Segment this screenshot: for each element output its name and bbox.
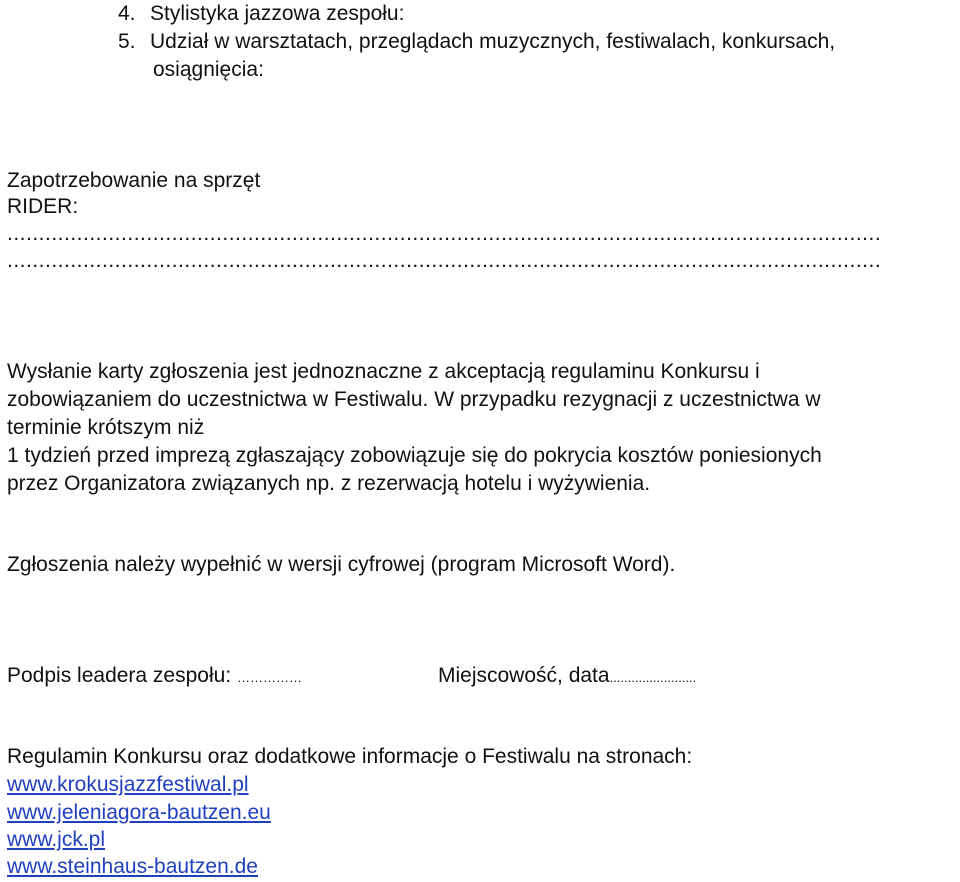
equipment-heading: Zapotrzebowanie na sprzęt bbox=[7, 169, 261, 192]
terms-line-1: Wysłanie karty zgłoszenia jest jednoznaczne z akceptacją regulaminu Konkursu i bbox=[7, 360, 760, 383]
leader-signature bbox=[7, 662, 302, 692]
leader-signature-dots: …………… bbox=[237, 670, 302, 685]
terms-line-3: terminie krótszym niż bbox=[7, 416, 205, 439]
terms-line-5: przez Organizatora związanych np. z rezerwacją hotelu i wyżywienia. bbox=[7, 472, 651, 495]
link-krokusjazzfestiwal[interactable]: www.krokusjazzfestiwal.pl bbox=[7, 773, 249, 796]
list-number: 4. bbox=[118, 2, 136, 25]
list-item-text: Udział w warsztatach, przeglądach muzycznych, festiwalach, konkursach, bbox=[150, 30, 836, 53]
place-date-dots: ........................ bbox=[609, 670, 697, 685]
link-steinhaus-bautzen[interactable]: www.steinhaus-bautzen.de bbox=[7, 855, 258, 878]
list-item-5 bbox=[118, 28, 835, 56]
terms-line-4: 1 tydzień przed imprezą zgłaszający zobowiązuje się do pokrycia kosztów poniesionych bbox=[7, 444, 822, 467]
rider-dots-line-2: .......................................................................................................................................... bbox=[7, 249, 882, 272]
link-jeleniagora-bautzen[interactable]: www.jeleniagora-bautzen.eu bbox=[7, 801, 271, 824]
place-date bbox=[438, 662, 696, 692]
links-heading: Regulamin Konkursu oraz dodatkowe informacje o Festiwalu na stronach: bbox=[7, 745, 693, 768]
rider-label: RIDER: bbox=[7, 195, 79, 218]
rider-dots-line-1: .......................................................................................................................................... bbox=[7, 222, 882, 245]
place-date-label: Miejscowość, data bbox=[438, 664, 610, 687]
list-number: 5. bbox=[118, 30, 136, 53]
terms-line-2: zobowiązaniem do uczestnictwa w Festiwalu. W przypadku rezygnacji z uczestnictwa w bbox=[7, 388, 821, 411]
digital-form-note: Zgłoszenia należy wypełnić w wersji cyfrowej (program Microsoft Word). bbox=[7, 553, 676, 576]
list-item-text: Stylistyka jazzowa zespołu: bbox=[150, 2, 405, 25]
leader-signature-label: Podpis leadera zespołu: bbox=[7, 664, 232, 687]
list-item-4 bbox=[118, 0, 404, 28]
link-jck[interactable]: www.jck.pl bbox=[7, 828, 106, 851]
list-item-5-continuation: osiągnięcia: bbox=[153, 58, 264, 81]
